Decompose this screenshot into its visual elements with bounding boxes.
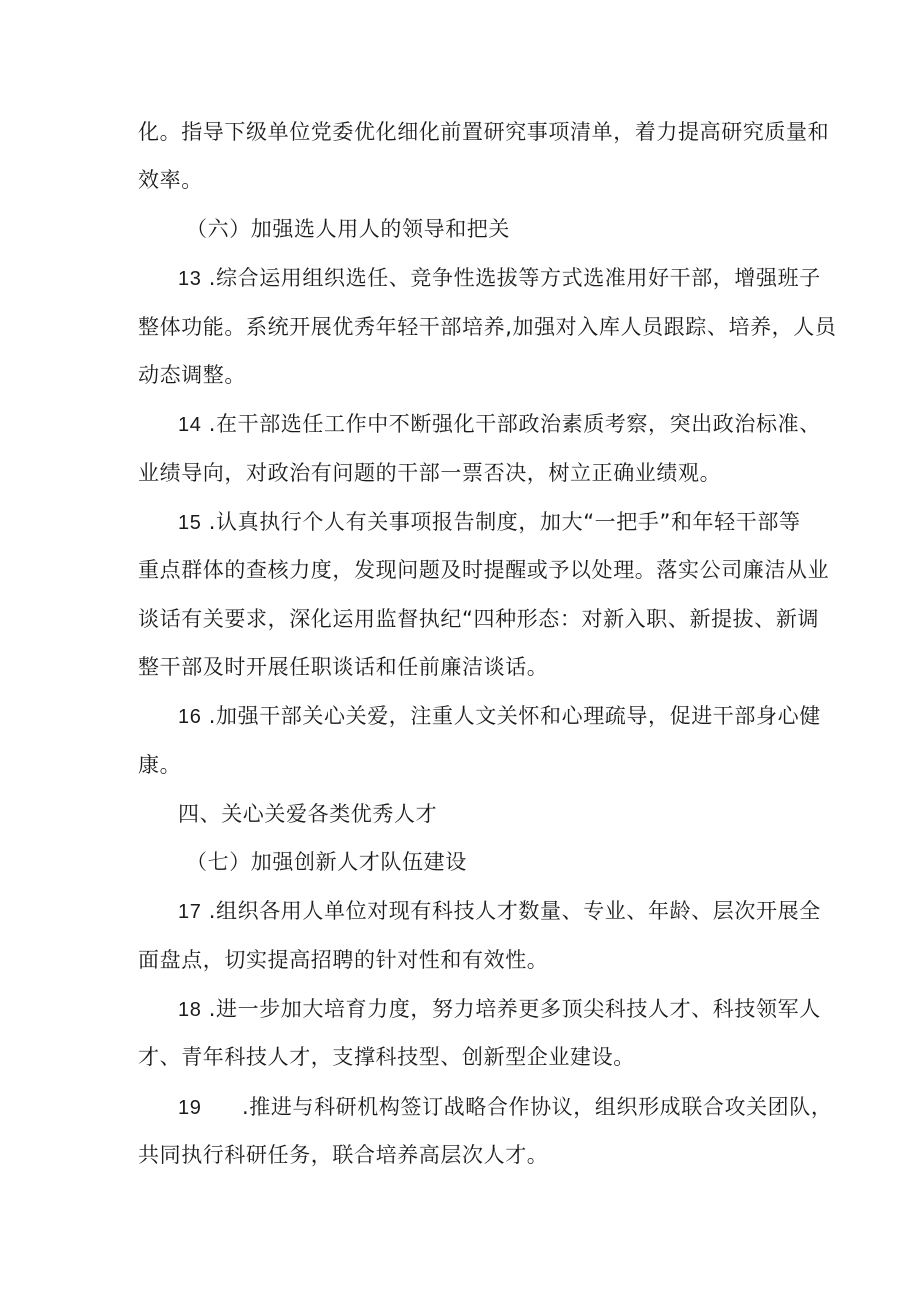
item-19-line-2: 共同执行科研任务，联合培养高层次人才。 <box>138 1143 549 1167</box>
item-text: .加强干部关心关爱，注重人文关怀和心理疏导，促进干部身心健 <box>201 704 821 728</box>
item-text: .组织各用人单位对现有科技人才数量、专业、年龄、层次开展全 <box>201 899 821 923</box>
item-number: 14 <box>178 414 202 436</box>
item-15-line-4: 整干部及时开展任职谈话和任前廉洁谈话。 <box>138 655 549 679</box>
item-text: .在干部选任工作中不断强化干部政治素质考察，突出政治标准、 <box>201 412 821 436</box>
item-number: 18 <box>178 999 202 1021</box>
item-16-line-2: 康。 <box>138 753 182 777</box>
item-18-line-1 <box>178 995 821 1024</box>
section-heading-7: （七）加强创新人才队伍建设 <box>186 850 467 874</box>
item-text: .进一步加大培育力度，努力培养更多顶尖科技人才、科技领军人 <box>201 997 821 1021</box>
item-13-line-2: 整体功能。系统开展优秀年轻干部培养,加强对入库人员跟踪、培养，人员 <box>138 315 837 339</box>
item-15-line-3: 谈话有关要求，深化运用监督执纪“四种形态：对新入职、新提拔、新调 <box>138 607 820 631</box>
paragraph-line: 效率。 <box>138 168 203 192</box>
item-13-line-1 <box>178 264 821 293</box>
item-19-line-1 <box>178 1093 832 1122</box>
section-heading-4: 四、关心关爱各类优秀人才 <box>178 802 438 826</box>
item-16-line-1 <box>178 702 821 731</box>
item-text: .推进与科研机构签订战略合作协议，组织形成联合攻关团队， <box>242 1095 833 1119</box>
item-number: 15 <box>178 512 202 534</box>
item-number: 16 <box>178 706 202 728</box>
item-14-line-1 <box>178 410 821 439</box>
item-number: 19 <box>178 1097 202 1119</box>
item-number: 13 <box>178 268 202 290</box>
item-15-line-1 <box>178 508 801 537</box>
item-14-line-2: 业绩导向，对政治有问题的干部一票否决，树立正确业绩观。 <box>138 461 722 485</box>
item-13-line-3: 动态调整。 <box>138 363 246 387</box>
item-15-line-2: 重点群体的查核力度，发现问题及时提醒或予以处理。落实公司廉洁从业 <box>138 558 830 582</box>
item-text: .综合运用组织选任、竞争性选拔等方式选准用好干部，增强班子 <box>201 266 821 290</box>
section-heading-6: （六）加强选人用人的领导和把关 <box>186 217 510 241</box>
item-text: .认真执行个人有关事项报告制度，加大“一把手”和年轻干部等 <box>201 510 801 534</box>
paragraph-line: 化。指导下级单位党委优化细化前置研究事项清单，着力提高研究质量和 <box>138 120 830 144</box>
item-17-line-2: 面盘点，切实提高招聘的针对性和有效性。 <box>138 948 549 972</box>
item-number: 17 <box>178 901 202 923</box>
item-18-line-2: 才、青年科技人才，支撑科技型、创新型企业建设。 <box>138 1045 635 1069</box>
item-17-line-1 <box>178 897 821 926</box>
